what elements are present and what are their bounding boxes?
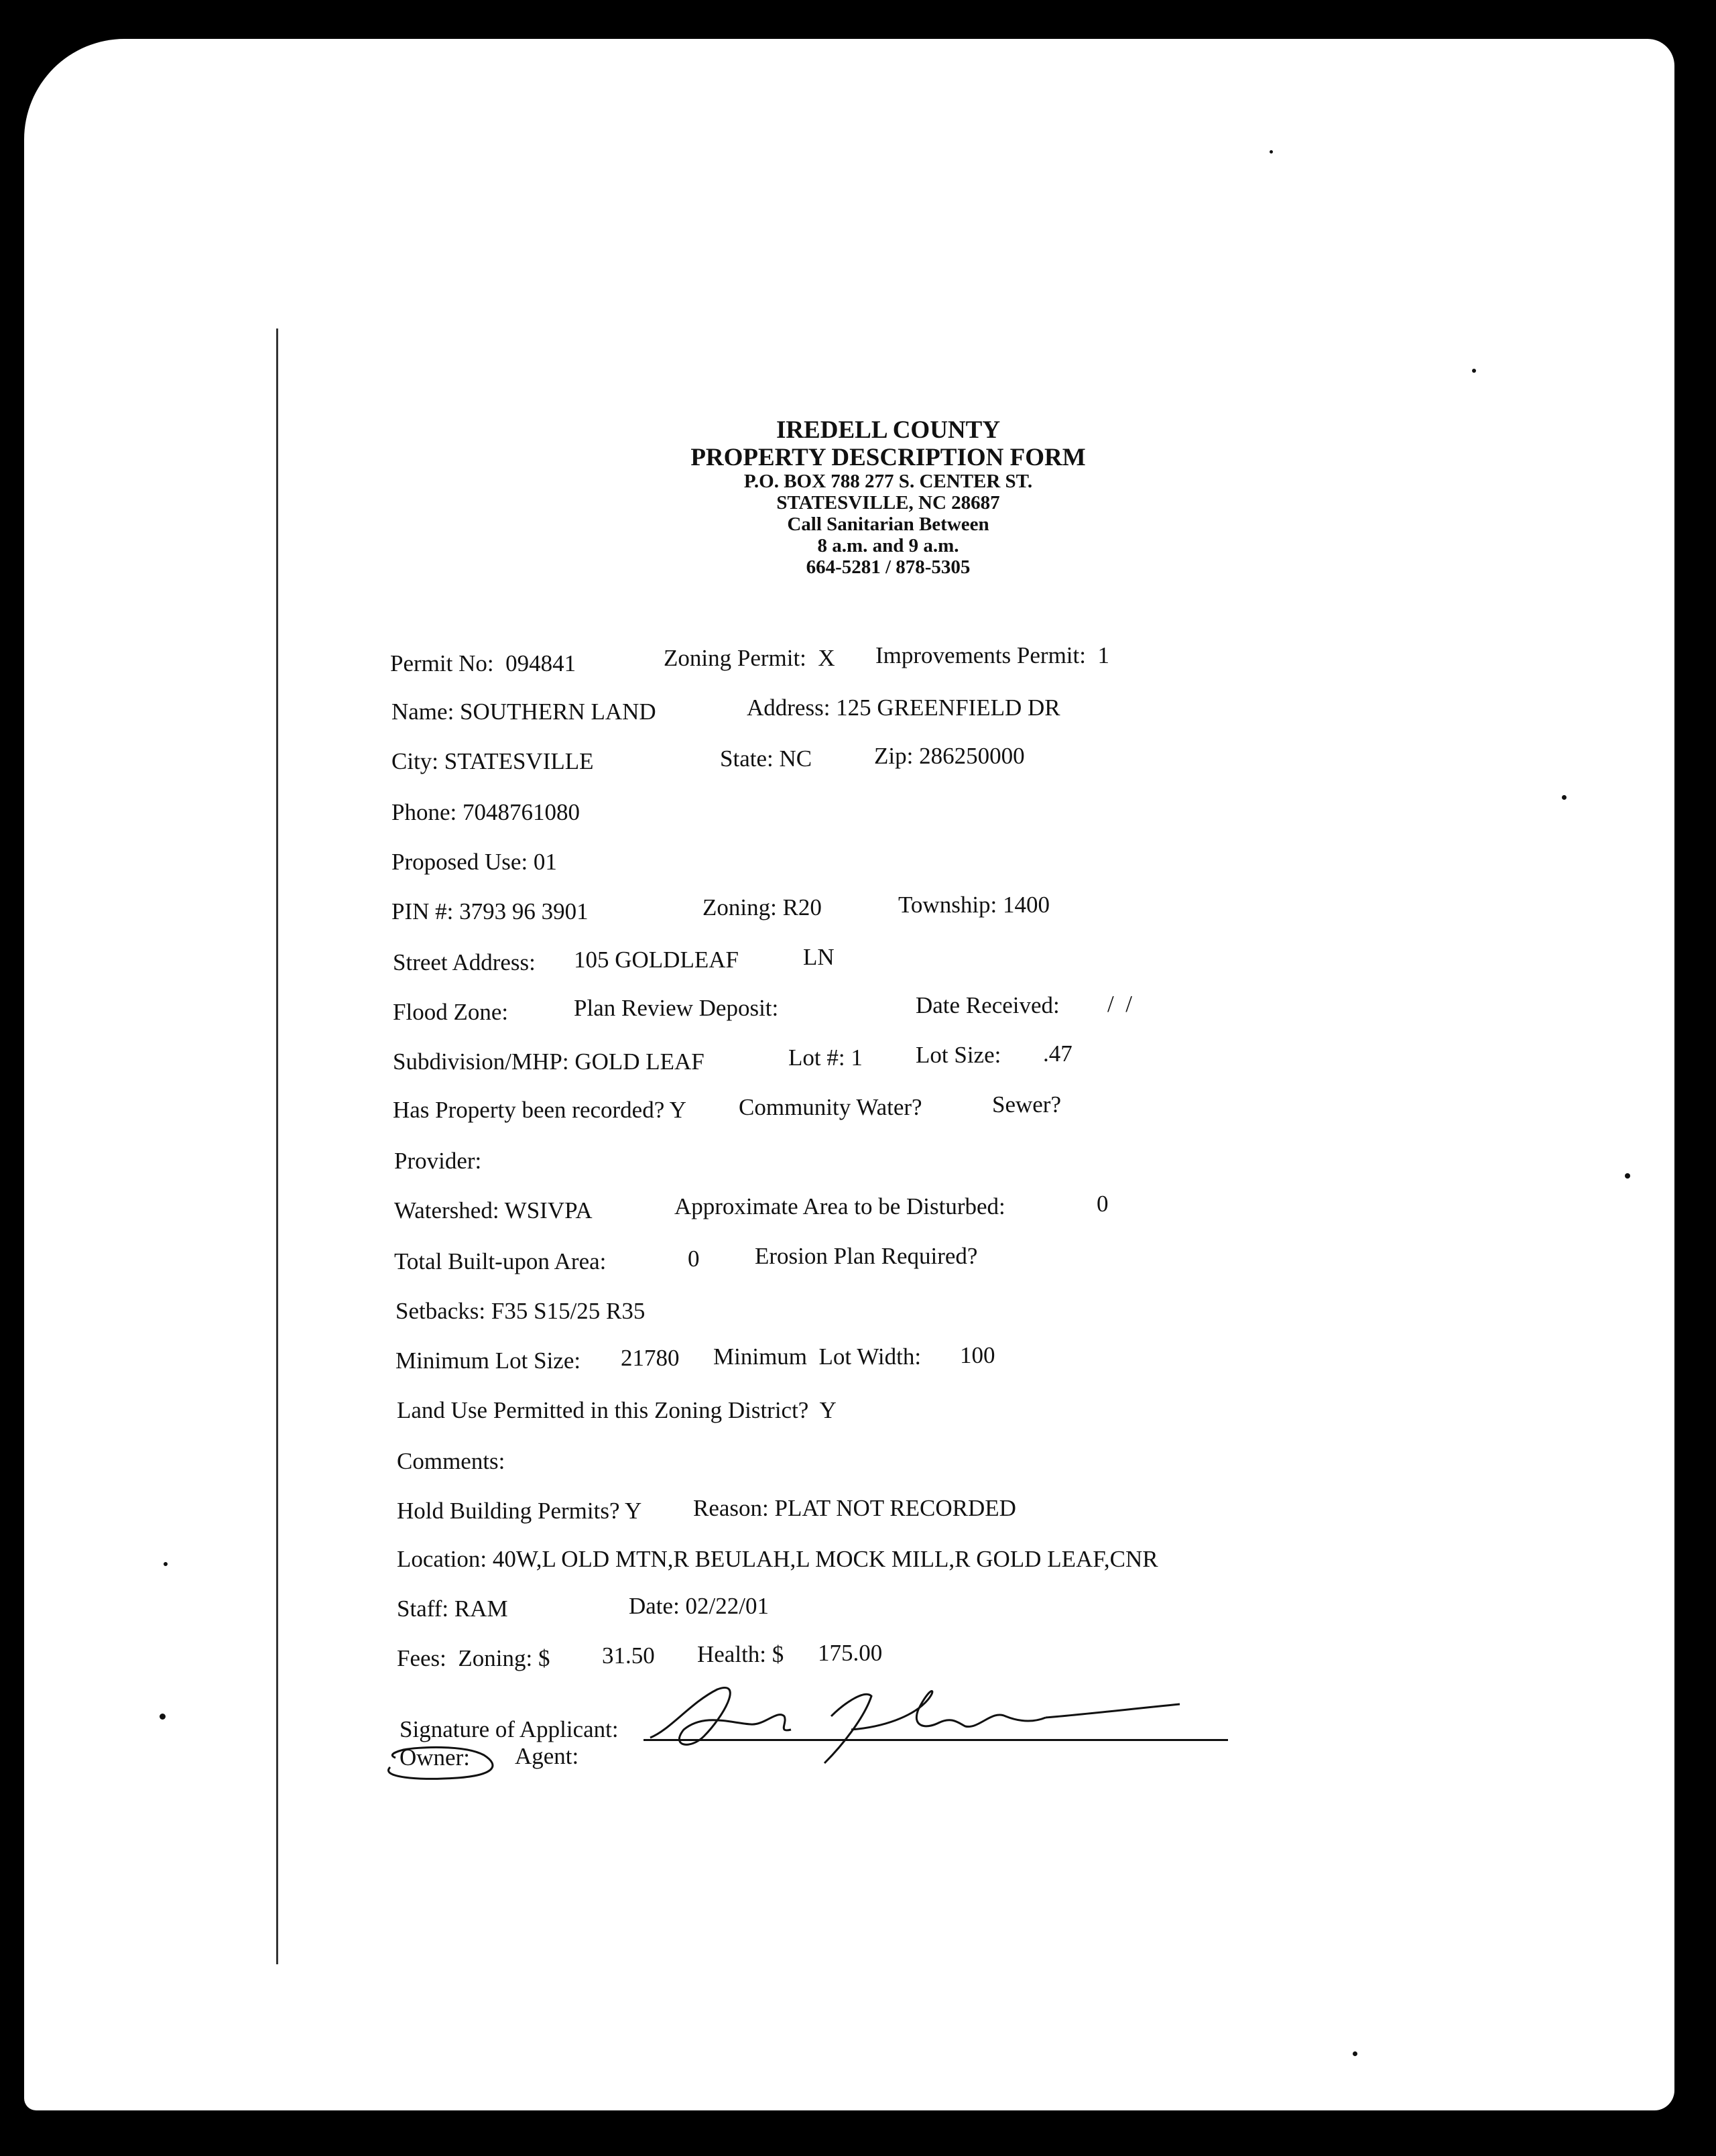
built-upon-label: Total Built-upon Area: [394,1248,607,1274]
min-lot-width-value: 100 [960,1342,995,1368]
hold-building-permits: Hold Building Permits? Y [397,1498,642,1524]
erosion-plan: Erosion Plan Required? [755,1243,978,1269]
flood-zone: Flood Zone: [393,999,509,1025]
subdivision: Subdivision/MHP: GOLD LEAF [393,1049,704,1075]
owner-circle-mark [377,1740,499,1782]
signature-label: Signature of Applicant: [400,1716,619,1742]
comments: Comments: [397,1448,505,1474]
watershed: Watershed: WSIVPA [394,1197,593,1223]
zoning-permit: Zoning Permit: X [664,645,835,671]
handwritten-signature [644,1663,1193,1770]
lot-size-value: .47 [1043,1040,1072,1067]
phone: Phone: 7048761080 [391,799,580,825]
land-use-permitted: Land Use Permitted in this Zoning District? Y [397,1397,837,1423]
city: City: STATESVILLE [391,748,594,774]
date: Date: 02/22/01 [629,1593,769,1619]
fees-health-label: Health: $ [697,1641,784,1667]
agent-option: Agent: [515,1743,579,1769]
scan-speck [1472,369,1476,373]
approx-area-label: Approximate Area to be Disturbed: [674,1193,1005,1219]
scan-speck [1562,795,1567,800]
improvements-permit: Improvements Permit: 1 [875,642,1109,668]
margin-rule [276,328,278,1964]
built-upon-value: 0 [688,1246,700,1272]
call-note: Call Sanitarian Between [787,514,989,536]
scan-speck [1353,2051,1357,2056]
applicant-name: Name: SOUTHERN LAND [391,699,656,725]
fees-zoning-value: 31.50 [602,1642,655,1669]
fees-health-value: 175.00 [818,1640,883,1666]
applicant-address: Address: 125 GREENFIELD DR [747,695,1060,721]
min-lot-size-value: 21780 [621,1345,680,1371]
plan-review-deposit: Plan Review Deposit: [574,995,779,1021]
date-received-value: / / [1107,991,1132,1017]
po-box-line: P.O. BOX 788 277 S. CENTER ST. [743,471,1033,493]
provider: Provider: [394,1148,482,1174]
sewer: Sewer? [992,1091,1062,1118]
phones-line: 664-5281 / 878-5305 [806,556,971,578]
pin-number: PIN #: 3793 96 3901 [391,898,589,924]
document-page [24,39,1674,2110]
lot-size-label: Lot Size: [916,1042,1001,1068]
scan-speck [1270,150,1273,154]
state: State: NC [720,745,812,772]
permit-no: Permit No: 094841 [390,650,576,676]
community-water: Community Water? [739,1094,922,1120]
scan-speck [1625,1173,1630,1179]
fees-zoning-label: Fees: Zoning: $ [397,1645,550,1671]
proposed-use: Proposed Use: 01 [391,849,557,875]
street-suffix: LN [803,944,835,970]
hold-reason: Reason: PLAT NOT RECORDED [693,1495,1016,1521]
scan-speck [164,1562,168,1566]
location: Location: 40W,L OLD MTN,R BEULAH,L MOCK MILL,R GOLD LEAF,CNR [397,1546,1158,1572]
form-header [603,417,1173,579]
city-line: STATESVILLE, NC 28687 [776,492,1000,514]
lot-number: Lot #: 1 [788,1044,863,1071]
property-recorded: Has Property been recorded? Y [393,1097,686,1123]
zoning: Zoning: R20 [702,894,822,920]
staff: Staff: RAM [397,1596,508,1622]
min-lot-size-label: Minimum Lot Size: [395,1348,581,1374]
form-title: PROPERTY DESCRIPTION FORM [690,443,1086,471]
setbacks: Setbacks: F35 S15/25 R35 [395,1298,646,1324]
scan-speck [160,1714,166,1720]
street-address-value: 105 GOLDLEAF [574,947,739,973]
street-address-label: Street Address: [393,949,536,975]
date-received-label: Date Received: [916,992,1060,1018]
min-lot-width-label: Minimum Lot Width: [713,1343,922,1370]
approx-area-value: 0 [1097,1191,1109,1217]
zip: Zip: 286250000 [874,743,1025,769]
hours-line: 8 a.m. and 9 a.m. [817,535,959,557]
county-title: IREDELL COUNTY [776,416,1001,444]
township: Township: 1400 [898,892,1050,918]
owner-option: Owner: [400,1744,470,1771]
